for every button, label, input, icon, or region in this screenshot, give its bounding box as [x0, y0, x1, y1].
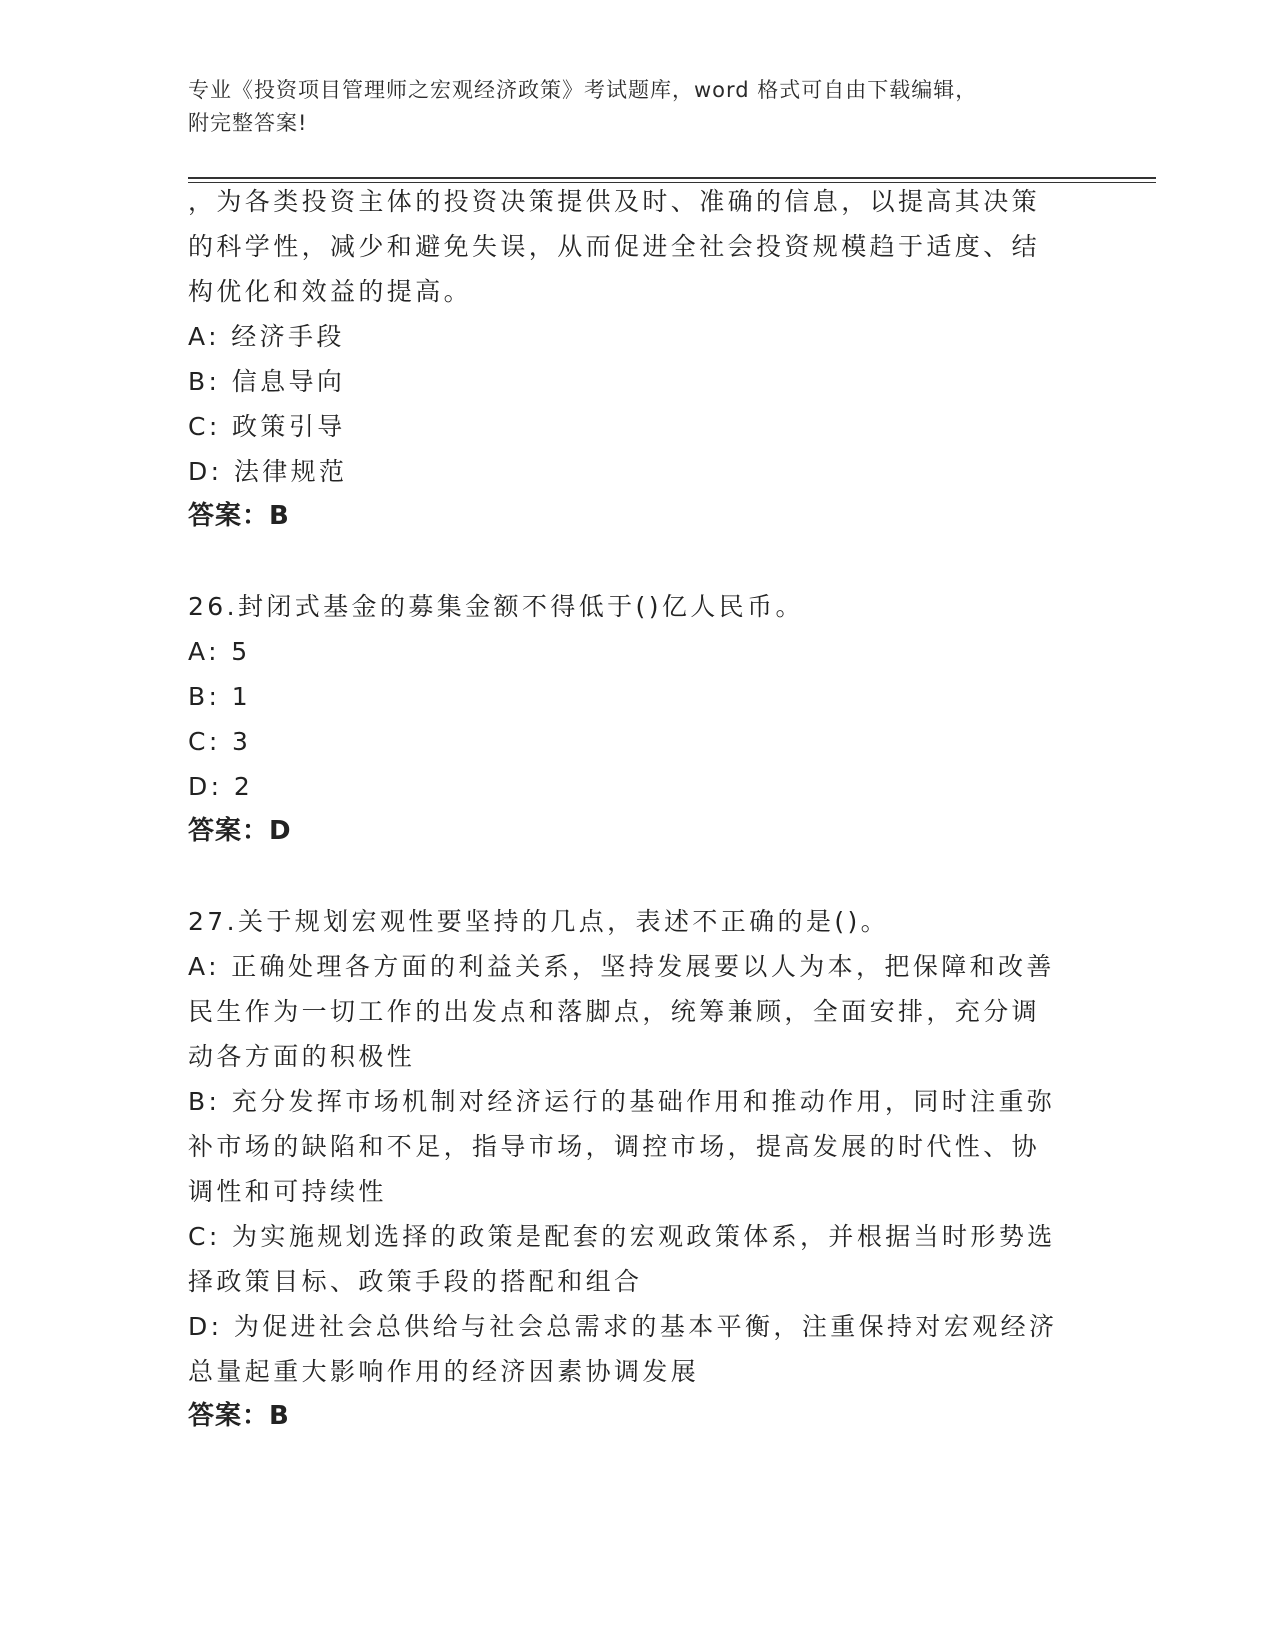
answer-label: 答案：B: [188, 1401, 290, 1431]
option-b-line: B: 充分发挥市场机制对经济运行的基础作用和推动作用，同时注重弥: [188, 1087, 1056, 1116]
header-line-2: 附完整答案!: [188, 111, 308, 135]
option-a-line: 民生作为一切工作的出发点和落脚点，统筹兼顾，全面安排，充分调: [188, 997, 1041, 1026]
header-line-1: 专业《投资项目管理师之宏观经济政策》考试题库，word 格式可自由下载编辑，: [188, 78, 978, 102]
question-stem-line: 构优化和效益的提高。: [188, 277, 473, 306]
option-b-line: 调性和可持续性: [188, 1177, 387, 1206]
spacer: [188, 854, 1088, 899]
question-stem-line: 的科学性，减少和避免失误，从而促进全社会投资规模趋于适度、结: [188, 232, 1041, 261]
option-c: C: 政策引导: [188, 412, 346, 441]
option-a-line: 动各方面的积极性: [188, 1042, 416, 1071]
option-b: B: 1: [188, 682, 252, 711]
option-d-line: 总量起重大影响作用的经济因素协调发展: [188, 1357, 700, 1386]
option-c-line: C: 为实施规划选择的政策是配套的宏观政策体系，并根据当时形势选: [188, 1222, 1056, 1251]
option-c-line: 择政策目标、政策手段的搭配和组合: [188, 1267, 643, 1296]
answer-label: 答案：D: [188, 816, 292, 846]
option-a: A: 5: [188, 637, 251, 666]
option-c: C: 3: [188, 727, 252, 756]
option-d-line: D: 为促进社会总供给与社会总需求的基本平衡，注重保持对宏观经济: [188, 1312, 1058, 1341]
option-a-line: A: 正确处理各方面的利益关系，坚持发展要以人为本，把保障和改善: [188, 952, 1055, 981]
option-b: B: 信息导向: [188, 367, 346, 396]
question-stem: 26.封闭式基金的募集金额不得低于()亿人民币。: [188, 592, 804, 621]
option-d: D: 2: [188, 772, 254, 801]
question-content: [188, 179, 1088, 1439]
option-a: A: 经济手段: [188, 322, 345, 351]
spacer: [188, 539, 1088, 584]
question-26: [188, 584, 1088, 854]
option-d: D: 法律规范: [188, 457, 348, 486]
question-stem: 27.关于规划宏观性要坚持的几点，表述不正确的是()。: [188, 907, 890, 936]
question-stem-line: ，为各类投资主体的投资决策提供及时、准确的信息，以提高其决策: [188, 187, 1041, 216]
answer-label: 答案：B: [188, 501, 290, 531]
document-header: [188, 74, 1088, 140]
question-25: [188, 179, 1088, 539]
option-b-line: 补市场的缺陷和不足，指导市场，调控市场，提高发展的时代性、协: [188, 1132, 1041, 1161]
question-27: [188, 899, 1088, 1439]
